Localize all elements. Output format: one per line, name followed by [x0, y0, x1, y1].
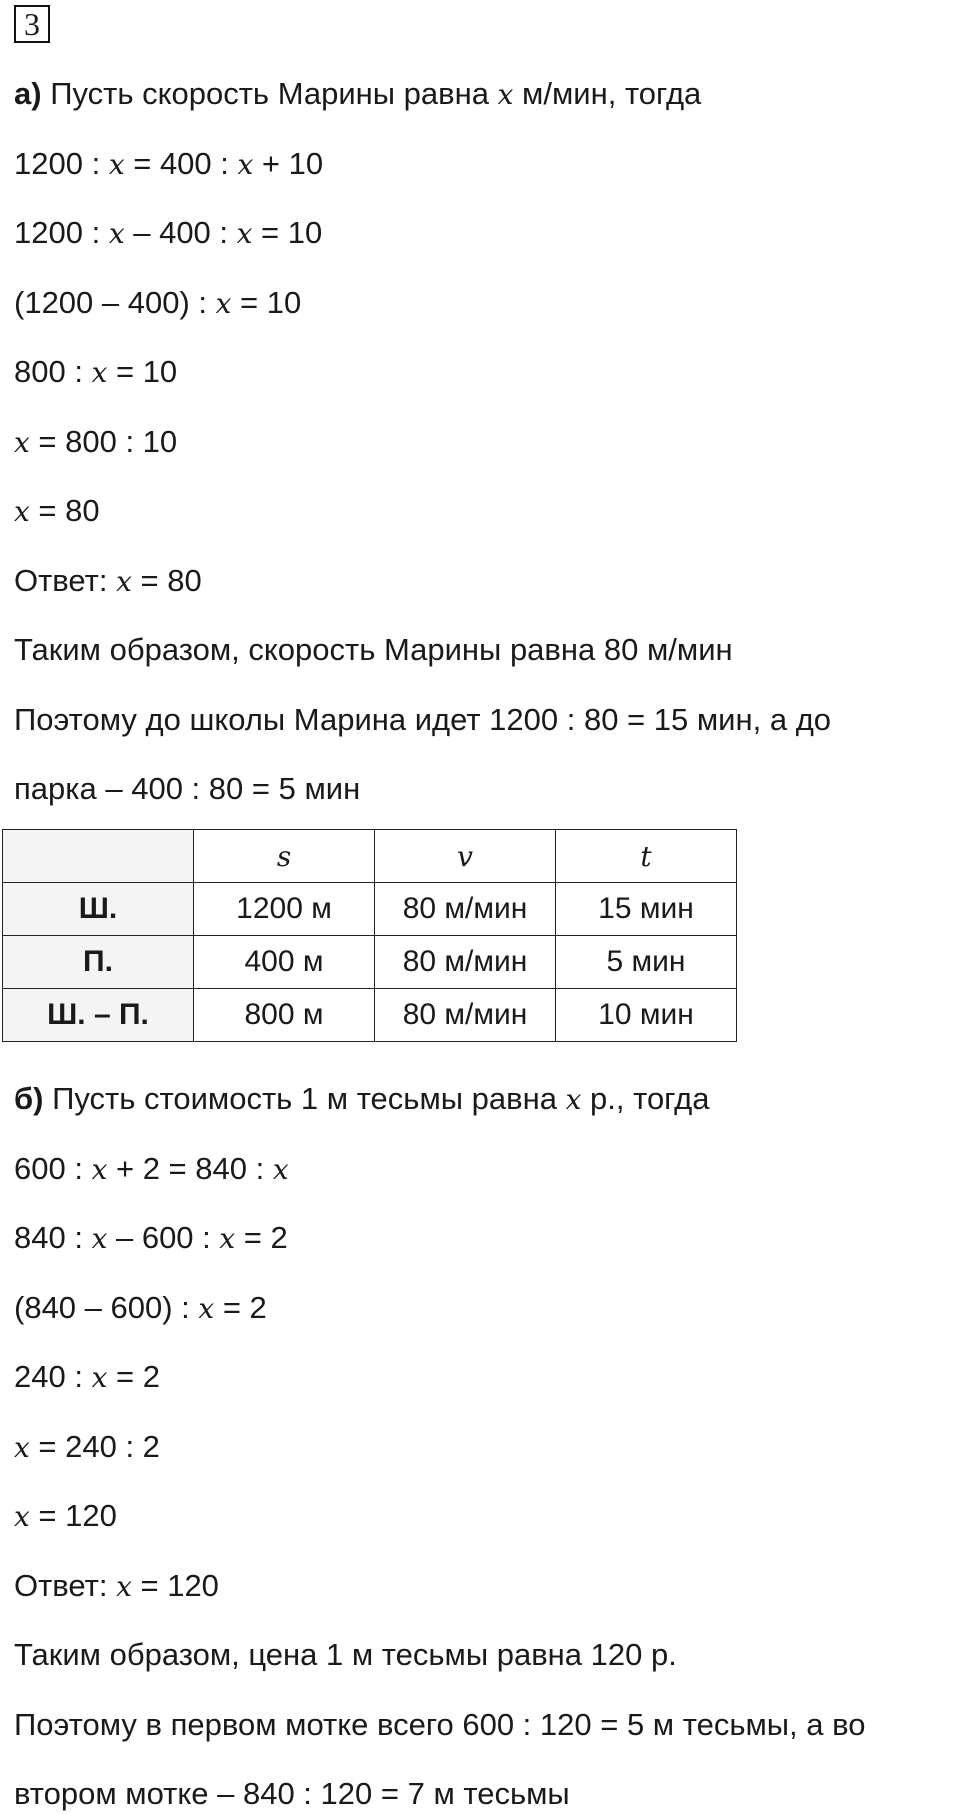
table-row-label: П.	[3, 936, 194, 989]
text-segment: = 10	[231, 284, 302, 320]
part-b-intro-var: x	[565, 1083, 582, 1116]
part-b-intro-post: р., тогда	[590, 1081, 710, 1116]
text-segment: = 10	[252, 215, 323, 250]
variable-x: x	[14, 425, 30, 459]
part-a-step-line	[14, 561, 202, 602]
table-cell: 15 мин	[556, 883, 737, 936]
variable-x: x	[91, 356, 108, 389]
part-b-step-line	[14, 1774, 570, 1814]
part-a-step-line	[14, 144, 323, 185]
part-a-step-line	[14, 352, 177, 393]
part-a-step-line	[14, 630, 733, 670]
text-segment: = 80	[29, 493, 100, 528]
table-row	[3, 936, 737, 989]
table-row-label: Ш. – П.	[3, 989, 194, 1042]
text-segment: – 400 :	[124, 215, 237, 250]
text-segment: 1200 :	[14, 215, 109, 250]
table-row	[3, 883, 737, 936]
part-a-step-line	[14, 422, 177, 463]
variable-x: x	[116, 1569, 132, 1603]
part-b-intro-pre: Пусть стоимость 1 м тесьмы равна	[52, 1081, 557, 1116]
text-segment: Таким образом, цена 1 м тесьмы равна 120 р.	[14, 1637, 677, 1672]
text-segment: 600 :	[14, 1150, 92, 1186]
text-segment: = 120	[29, 1498, 117, 1533]
text-segment: (1200 – 400) :	[14, 284, 216, 320]
text-segment: (840 – 600) :	[14, 1289, 199, 1325]
table-cell: 800 м	[194, 989, 375, 1042]
motion-table	[2, 829, 737, 1042]
variable-x: x	[14, 1430, 30, 1464]
table-row-label: Ш.	[3, 883, 194, 936]
part-b-step-line	[14, 1427, 160, 1468]
text-segment: парка – 400 : 80 = 5 мин	[14, 771, 361, 806]
text-segment: = 80	[131, 562, 202, 598]
table-cell: 400 м	[194, 936, 375, 989]
variable-x: x	[91, 1152, 108, 1186]
text-segment: – 600 :	[107, 1220, 220, 1255]
text-segment: Таким образом, скорость Марины равна 80 м/мин	[14, 632, 733, 667]
part-b-step-line	[14, 1149, 289, 1190]
part-a-step-line	[14, 769, 360, 809]
text-segment: = 800 : 10	[29, 423, 178, 459]
table-cell: 80 м/мин	[375, 883, 556, 936]
table-header-t: t	[556, 830, 737, 883]
variable-x: x	[14, 1500, 30, 1533]
variable-x: x	[272, 1152, 289, 1186]
variable-x: x	[215, 286, 232, 320]
text-segment: 1200 :	[14, 145, 109, 181]
table-cell: 5 мин	[556, 936, 737, 989]
text-segment: 240 :	[14, 1359, 92, 1394]
variable-x: x	[108, 217, 125, 250]
part-b-intro	[14, 1079, 709, 1120]
variable-x: x	[236, 217, 253, 250]
text-segment: Поэтому до школы Марина идет 1200 : 80 = 15 мин, а до	[14, 701, 832, 737]
text-segment: = 120	[131, 1567, 219, 1603]
part-a-step-line	[14, 700, 831, 740]
variable-x: x	[91, 1361, 108, 1394]
part-a-intro-var: x	[497, 78, 514, 111]
text-segment: Ответ:	[14, 562, 117, 598]
part-a-intro	[14, 74, 701, 115]
text-segment: + 2 = 840 :	[107, 1150, 273, 1186]
variable-x: x	[108, 147, 125, 181]
table-header-s: s	[194, 830, 375, 883]
text-segment: + 10	[253, 145, 324, 181]
part-b-step-line	[14, 1496, 117, 1537]
text-segment: Ответ:	[14, 1567, 117, 1603]
text-segment: = 2	[214, 1289, 267, 1325]
variable-x: x	[116, 564, 132, 598]
part-b-step-line	[14, 1288, 267, 1329]
part-a-intro-pre: Пусть скорость Марины равна	[50, 76, 489, 111]
variable-x: x	[198, 1291, 215, 1325]
part-b-step-line	[14, 1566, 219, 1607]
variable-x: x	[14, 495, 30, 528]
text-segment: 800 :	[14, 354, 92, 389]
part-b-label: б)	[14, 1081, 44, 1116]
text-segment: = 2	[235, 1220, 288, 1255]
part-a-step-line	[14, 491, 100, 532]
text-segment: 840 :	[14, 1220, 92, 1255]
text-segment: = 240 : 2	[29, 1428, 160, 1464]
text-segment: = 10	[107, 354, 178, 389]
table-cell: 80 м/мин	[375, 989, 556, 1042]
text-segment: втором мотке – 840 : 120 = 7 м тесьмы	[14, 1776, 570, 1811]
table-cell: 1200 м	[194, 883, 375, 936]
table-cell: 80 м/мин	[375, 936, 556, 989]
table-corner-cell	[3, 830, 194, 883]
part-a-step-line	[14, 283, 301, 324]
variable-x: x	[91, 1222, 108, 1255]
part-a-label: а)	[14, 76, 42, 111]
text-segment: = 2	[107, 1359, 160, 1394]
part-a-intro-post: м/мин, тогда	[522, 76, 702, 111]
part-a-step-line	[14, 213, 322, 254]
text-segment: Поэтому в первом мотке всего 600 : 120 = 5 м тесьмы, а во	[14, 1706, 866, 1742]
table-header-row	[3, 830, 737, 883]
variable-x: x	[237, 147, 254, 181]
text-segment: = 400 :	[124, 145, 238, 181]
part-b-step-line	[14, 1218, 288, 1259]
part-b-step-line	[14, 1705, 866, 1745]
table-row	[3, 989, 737, 1042]
part-b-step-line	[14, 1357, 160, 1398]
part-b-step-line	[14, 1635, 677, 1675]
task-number-box: 3	[14, 5, 50, 43]
table-cell: 10 мин	[556, 989, 737, 1042]
table-header-v: v	[375, 830, 556, 883]
variable-x: x	[219, 1222, 236, 1255]
